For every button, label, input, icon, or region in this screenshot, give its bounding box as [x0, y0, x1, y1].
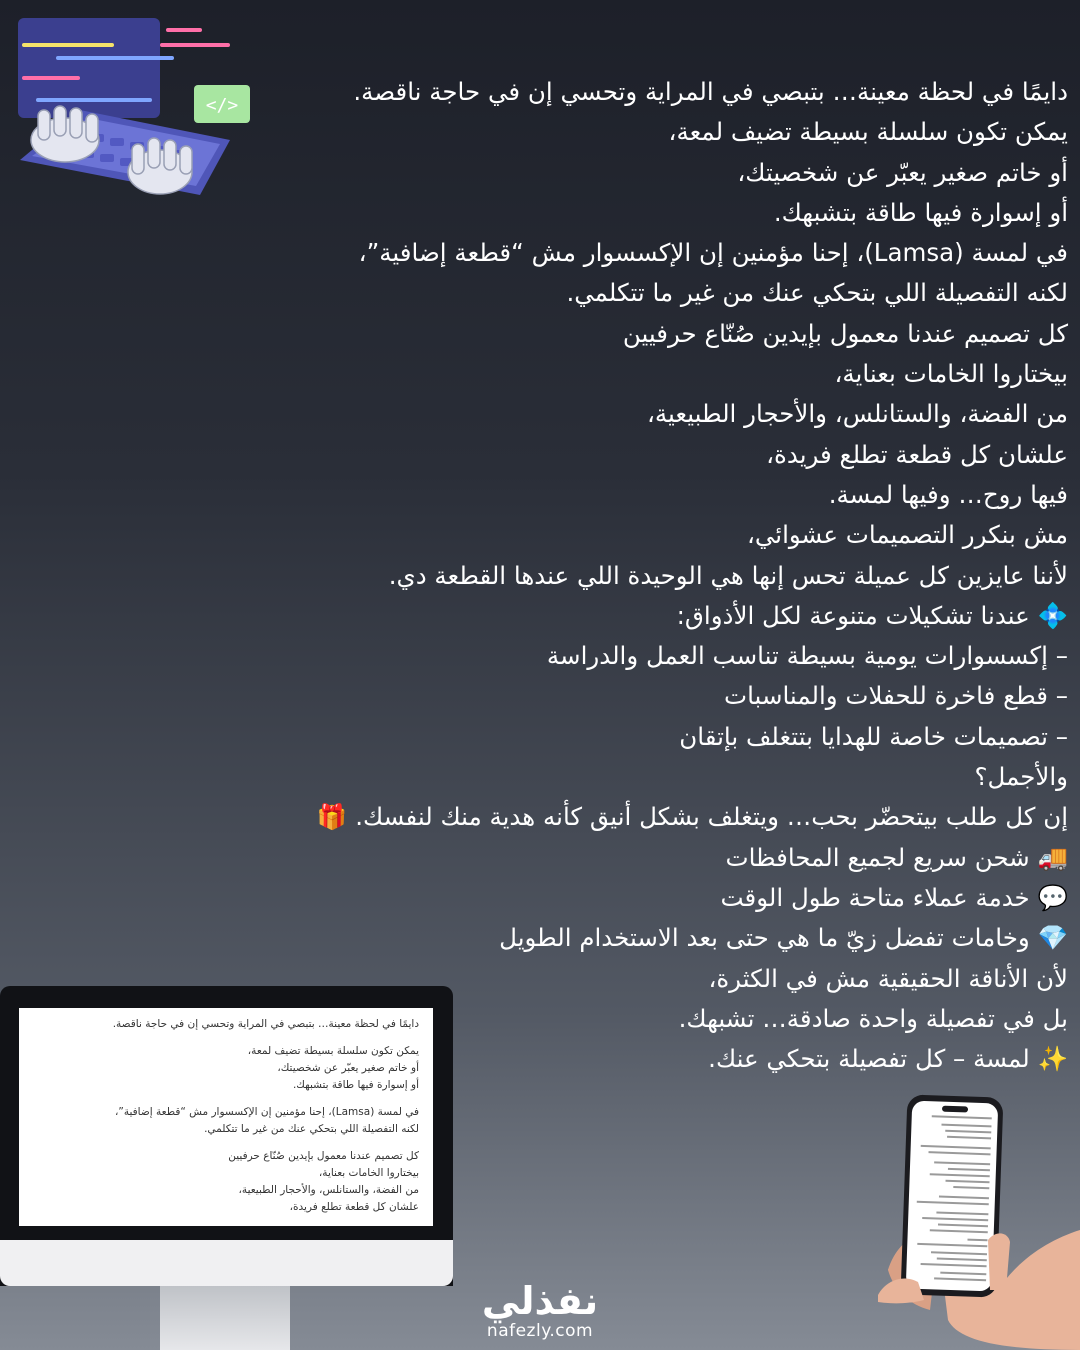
svg-text:</>: </> — [205, 95, 239, 116]
caption-line: – قطع فاخرة للحفلات والمناسبات — [724, 681, 1068, 711]
caption-line: أو خاتم صغير يعبّر عن شخصيتك، — [737, 157, 1068, 187]
caption-line: – تصميمات خاصة للهدايا بتتغلف بإتقان — [679, 721, 1068, 751]
screen-line: أو خاتم صغير يعبّر عن شخصيتك، — [277, 1062, 419, 1074]
screen-line: من الفضة، والستانلس، والأحجار الطبيعية، — [238, 1184, 419, 1196]
caption-line: إن كل طلب بيتحضّر بحب… ويتغلف بشكل أنيق كأنه هدية منك لنفسك. 🎁 — [316, 802, 1068, 832]
screen-line: كل تصميم عندنا معمول بإيدين صُنّاع حرفيين — [228, 1150, 419, 1162]
logo-arabic: نفذلي — [481, 1279, 599, 1323]
phone-screen — [906, 1101, 999, 1292]
screen-line: علشان كل قطعة تطلع فريدة، — [289, 1201, 419, 1213]
screen-line: بيختاروا الخامات بعناية، — [318, 1167, 419, 1179]
screen-gap — [27, 1094, 419, 1104]
screen-line: دايمًا في لحظة معينة… بتبصي في المراية وتحسي إن في حاجة ناقصة. — [112, 1018, 419, 1030]
caption-line: 💬 خدمة عملاء متاحة طول الوقت — [720, 882, 1068, 912]
caption-line: ✨ لمسة – كل تفصيلة بتحكي عنك. — [708, 1044, 1068, 1074]
caption-line: دايمًا في لحظة معينة… بتبصي في المراية وتحسي إن في حاجة ناقصة. — [353, 77, 1068, 106]
caption-line: مش بنكرر التصميمات عشوائي، — [746, 520, 1068, 550]
caption-line: في لمسة (Lamsa)، إحنا مؤمنين إن الإكسسوار مش “قطعة إضافية”، — [358, 238, 1068, 268]
caption-line: كل تصميم عندنا معمول بإيدين صُنّاع حرفيين — [622, 318, 1068, 348]
caption-line: علشان كل قطعة تطلع فريدة، — [766, 439, 1068, 469]
monitor-screen-text — [19, 1008, 433, 1216]
caption-line: فيها روح… وفيها لمسة. — [828, 479, 1068, 509]
monitor-screen — [19, 1008, 433, 1226]
screen-line: يمكن تكون سلسلة بسيطة تضيف لمعة، — [247, 1045, 419, 1057]
screen-line: أو إسوارة فيها طاقة بتشبهك. — [292, 1079, 419, 1091]
screen-gap — [27, 1138, 419, 1148]
caption-line: 💠 عندنا تشكيلات متنوعة لكل الأذواق: — [676, 600, 1068, 630]
desktop-monitor-mockup — [0, 986, 453, 1350]
caption-line: أو إسوارة فيها طاقة بتشبهك. — [773, 197, 1068, 227]
screen-gap — [27, 1033, 419, 1043]
caption-line: بيختاروا الخامات بعناية، — [834, 359, 1068, 389]
caption-line: يمكن تكون سلسلة بسيطة تضيف لمعة، — [668, 117, 1068, 147]
phone-in-hand-mockup — [878, 1090, 1080, 1350]
caption-line: بل في تفصيلة واحدة صادقة… تشبهك. — [678, 1003, 1068, 1033]
screen-line: في لمسة (Lamsa)، إحنا مؤمنين إن الإكسسوار مش “قطعة إضافية”، — [115, 1106, 419, 1118]
caption-line: من الفضة، والستانلس، والأحجار الطبيعية، — [646, 399, 1068, 429]
caption-line: 💎 وخامات تفضل زيّ ما هي حتى بعد الاستخدام الطويل — [499, 923, 1068, 953]
logo-latin: nafezly.com — [486, 1321, 594, 1341]
caption-line: – إكسسوارات يومية بسيطة تناسب العمل والدراسة — [546, 641, 1068, 671]
monitor-chin — [0, 1240, 453, 1286]
post-caption — [168, 72, 1068, 1079]
caption-line: لأن الأناقة الحقيقية مش في الكثرة، — [708, 963, 1068, 993]
nafezly-logo — [470, 1280, 610, 1350]
caption-line: والأجمل؟ — [974, 762, 1068, 792]
caption-line: 🚚 شحن سريع لجميع المحافظات — [725, 842, 1068, 872]
smartphone — [901, 1094, 1004, 1297]
monitor-stand — [160, 1286, 290, 1350]
phone-text-preview — [906, 1101, 999, 1292]
screen-line: لكنه التفصيلة اللي بتحكي عنك من غير ما تتكلمي. — [204, 1123, 419, 1135]
caption-line: لأننا عايزين كل عميلة تحس إنها هي الوحيدة اللي عندها القطعة دي. — [388, 560, 1068, 590]
caption-line: لكنه التفصيلة اللي بتحكي عنك من غير ما تتكلمي. — [566, 278, 1068, 308]
phone-notch — [942, 1106, 968, 1113]
